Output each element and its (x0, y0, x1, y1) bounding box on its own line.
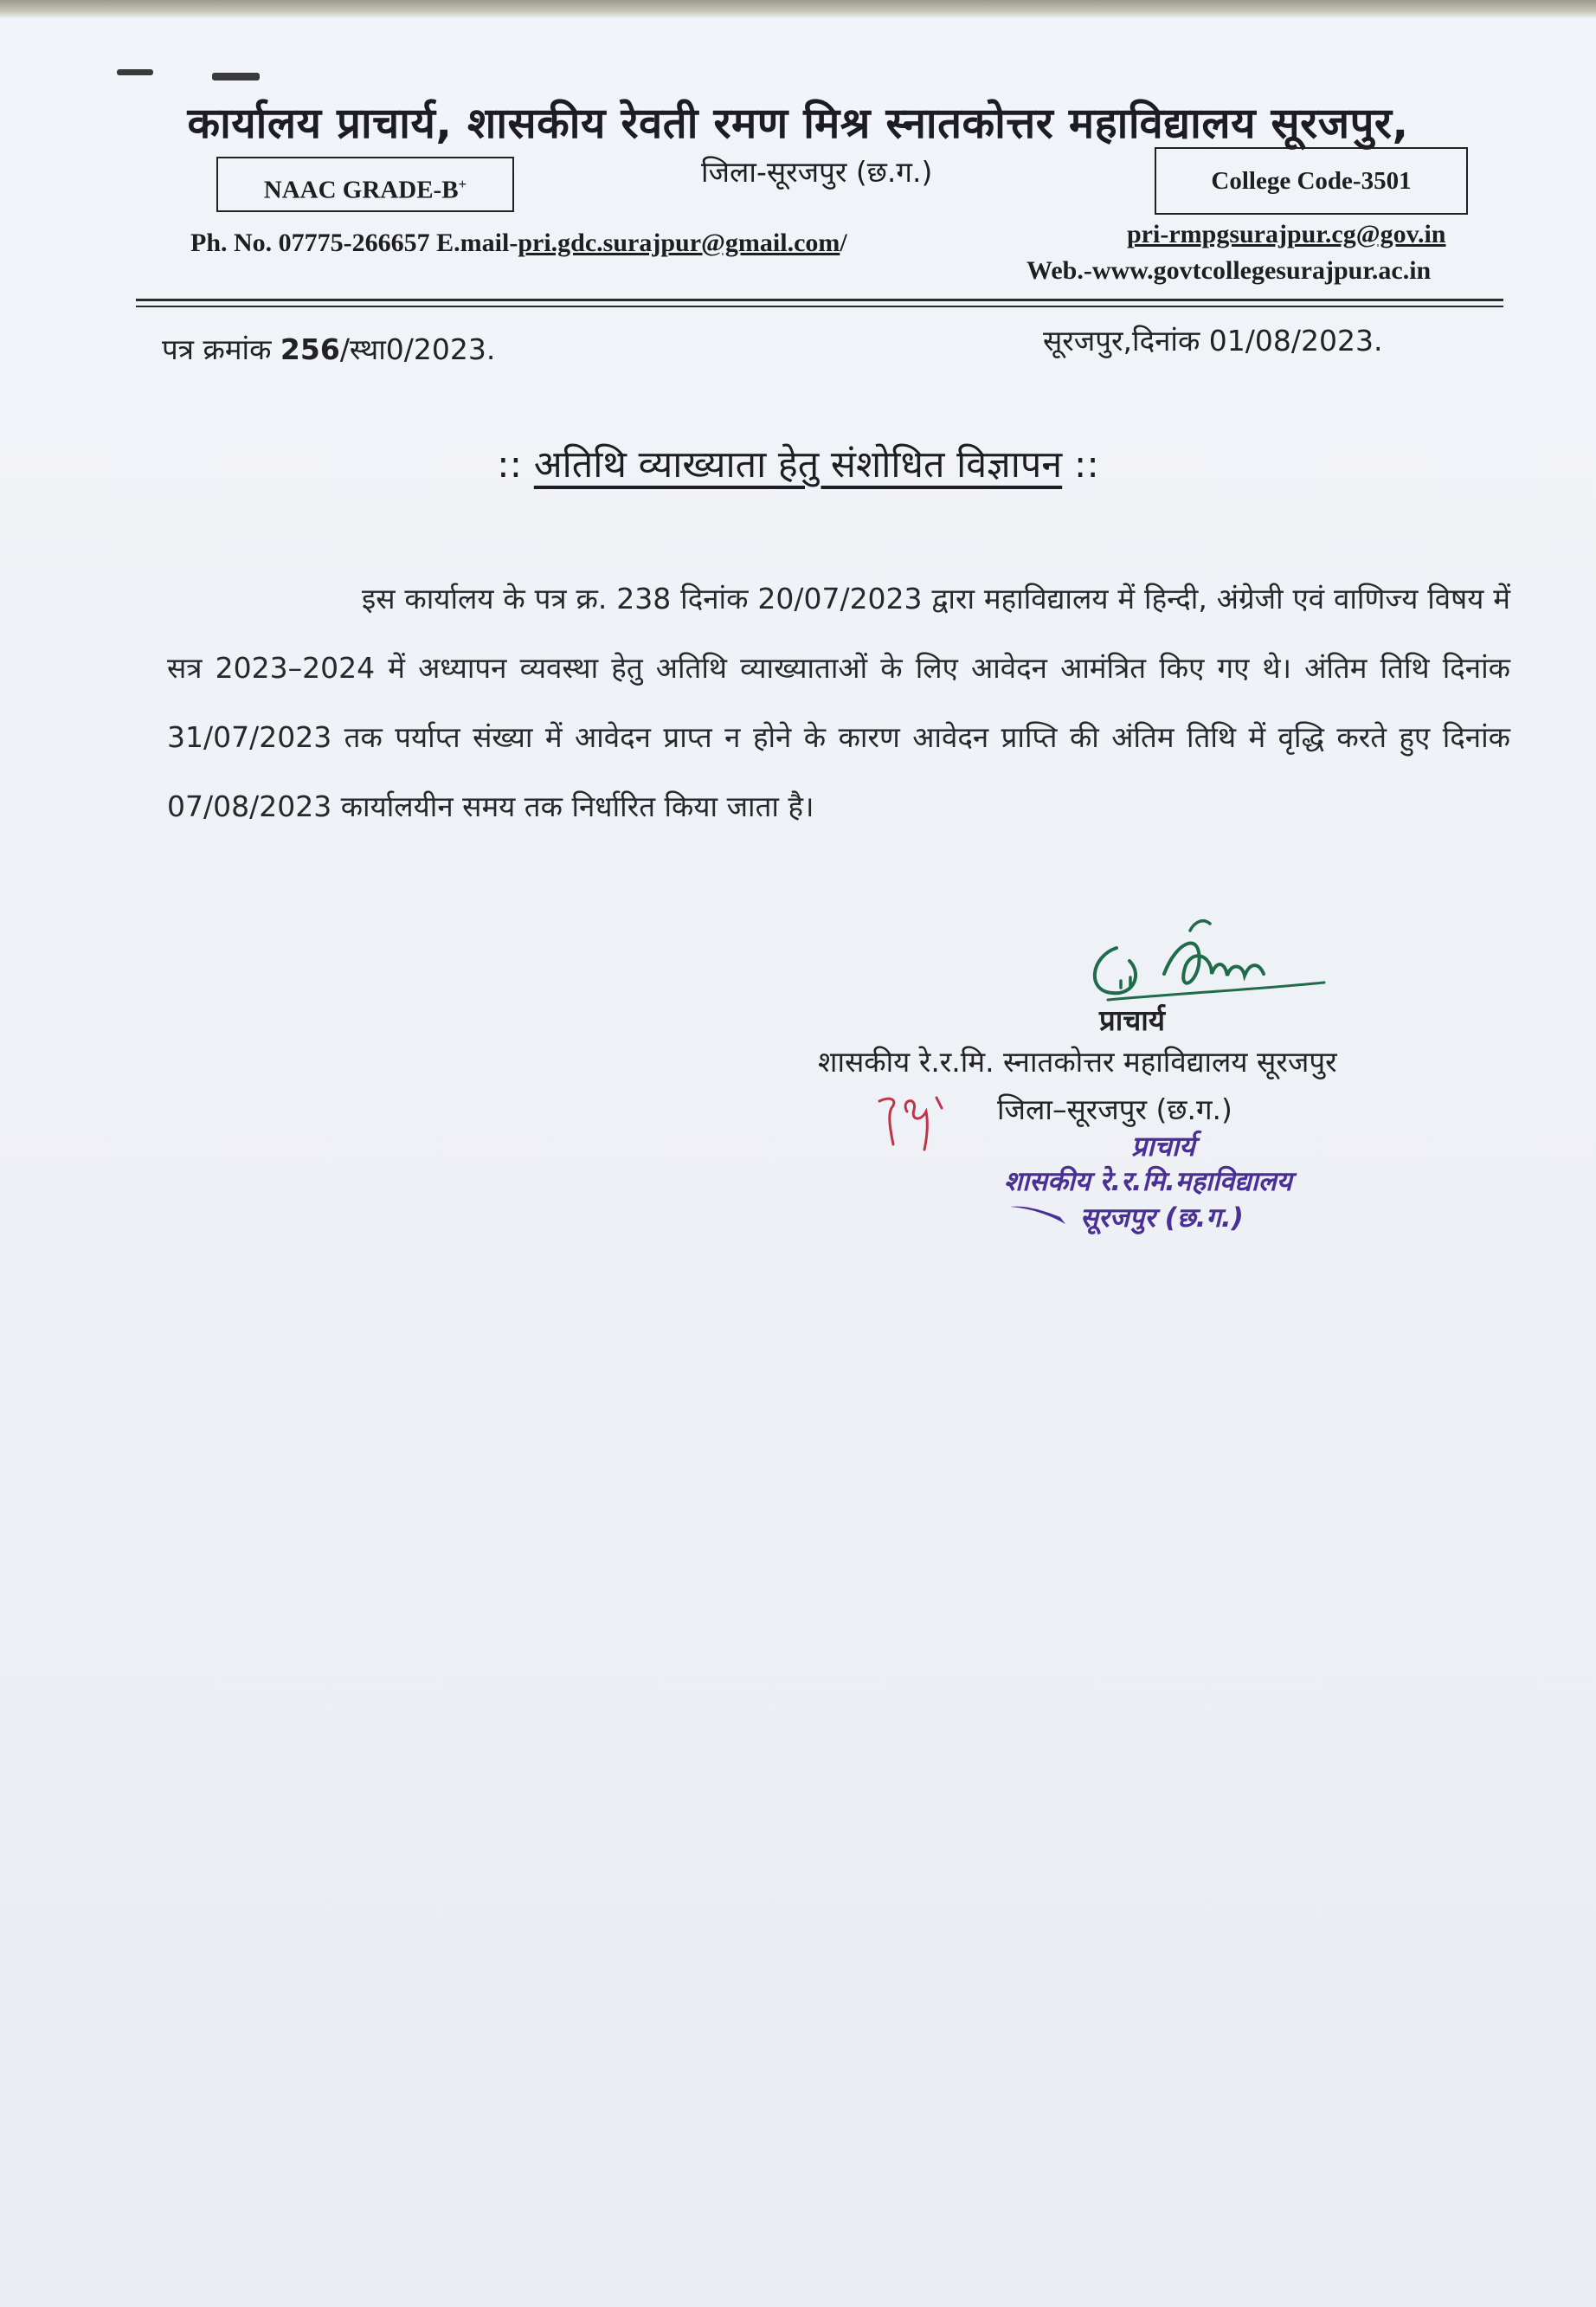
letter-label: पत्र क्रमांक (162, 332, 272, 366)
email-secondary[interactable]: pri-rmpgsurajpur.cg@gov.in (1127, 220, 1446, 248)
phone-number: Ph. No. 07775-266657 E.mail- (190, 229, 518, 257)
website[interactable]: Web.-www.govtcollegesurajpur.ac.in (1026, 256, 1432, 285)
stamp-district: सूरजपुर (छ.ग.) (1080, 1202, 1244, 1234)
signatory-institution: शासकीय रे.र.मि. स्नातकोत्तर महाविद्यालय सूरजपुर (818, 1045, 1337, 1079)
letterhead-district: जिला-सूरजपुर (छ.ग.) (701, 155, 933, 189)
signatory-designation: प्राचार्य (1099, 1003, 1165, 1037)
handwritten-initials (874, 1092, 952, 1155)
place-date: सूरजपुर,दिनांक 01/08/2023. (1043, 324, 1383, 358)
subject-text: अतिथि व्याख्याता हेतु संशोधित विज्ञापन (533, 443, 1063, 487)
stamp-designation: प्राचार्य (1131, 1130, 1195, 1163)
body-paragraph (167, 564, 1510, 841)
stamp-institution: शासकीय रे.र.मि.महाविद्यालय (1004, 1166, 1292, 1197)
subject-suffix: :: (1073, 443, 1099, 487)
subject-prefix: :: (497, 443, 523, 487)
pin-mark (212, 73, 260, 81)
office-title: कार्यालय प्राचार्य, शासकीय रेवती रमण मिश्र स्नातकोत्तर महाविद्यालय सूरजपुर, (187, 99, 1409, 148)
header-rule (136, 299, 1503, 301)
signatory-district: जिला–सूरजपुर (छ.ग.) (997, 1092, 1232, 1126)
naac-grade-plus: + (458, 176, 467, 192)
email-separator: / (840, 229, 847, 257)
pin-mark (117, 69, 153, 75)
letter-number: 256 (280, 332, 340, 366)
letter-reference (162, 329, 495, 368)
contact-line (190, 229, 847, 258)
email-primary[interactable]: pri.gdc.surajpur@gmail.com (518, 229, 840, 257)
subject-heading (0, 437, 1596, 488)
principal-signature (1082, 913, 1333, 1009)
college-code: College Code-3501 (1211, 167, 1412, 195)
letter-suffix: /स्था0/2023. (339, 332, 496, 366)
college-code-box (1155, 147, 1468, 215)
paper-top-edge (0, 0, 1596, 19)
header-rule (136, 306, 1503, 307)
email-secondary-line (1127, 220, 1446, 249)
naac-grade-box (216, 157, 514, 212)
body-text: इस कार्यालय के पत्र क्र. 238 दिनांक 20/07/2023 द्वारा महाविद्यालय में हिन्दी, अंग्रेजी एवं वाणिज्य विषय में सत्र 2023–2024 में अध्यापन व्यवस्था हेतु अतिथि व्याख्याताओं के लिए आवेदन आमंत्रित किए गए थे। अंतिम तिथि दिनांक 31/07/2023 तक पर्याप्त संख्या में आवेदन प्राप्त न होने के कारण आवेदन प्राप्ति की अंतिम तिथि में वृद्धि करते हुए दिनांक 07/08/2023 कार्यालयीन समय तक निर्धारित किया जाता है। (167, 582, 1510, 823)
stamp-flourish (1008, 1202, 1069, 1228)
naac-grade: NAAC GRADE-B (263, 176, 459, 204)
